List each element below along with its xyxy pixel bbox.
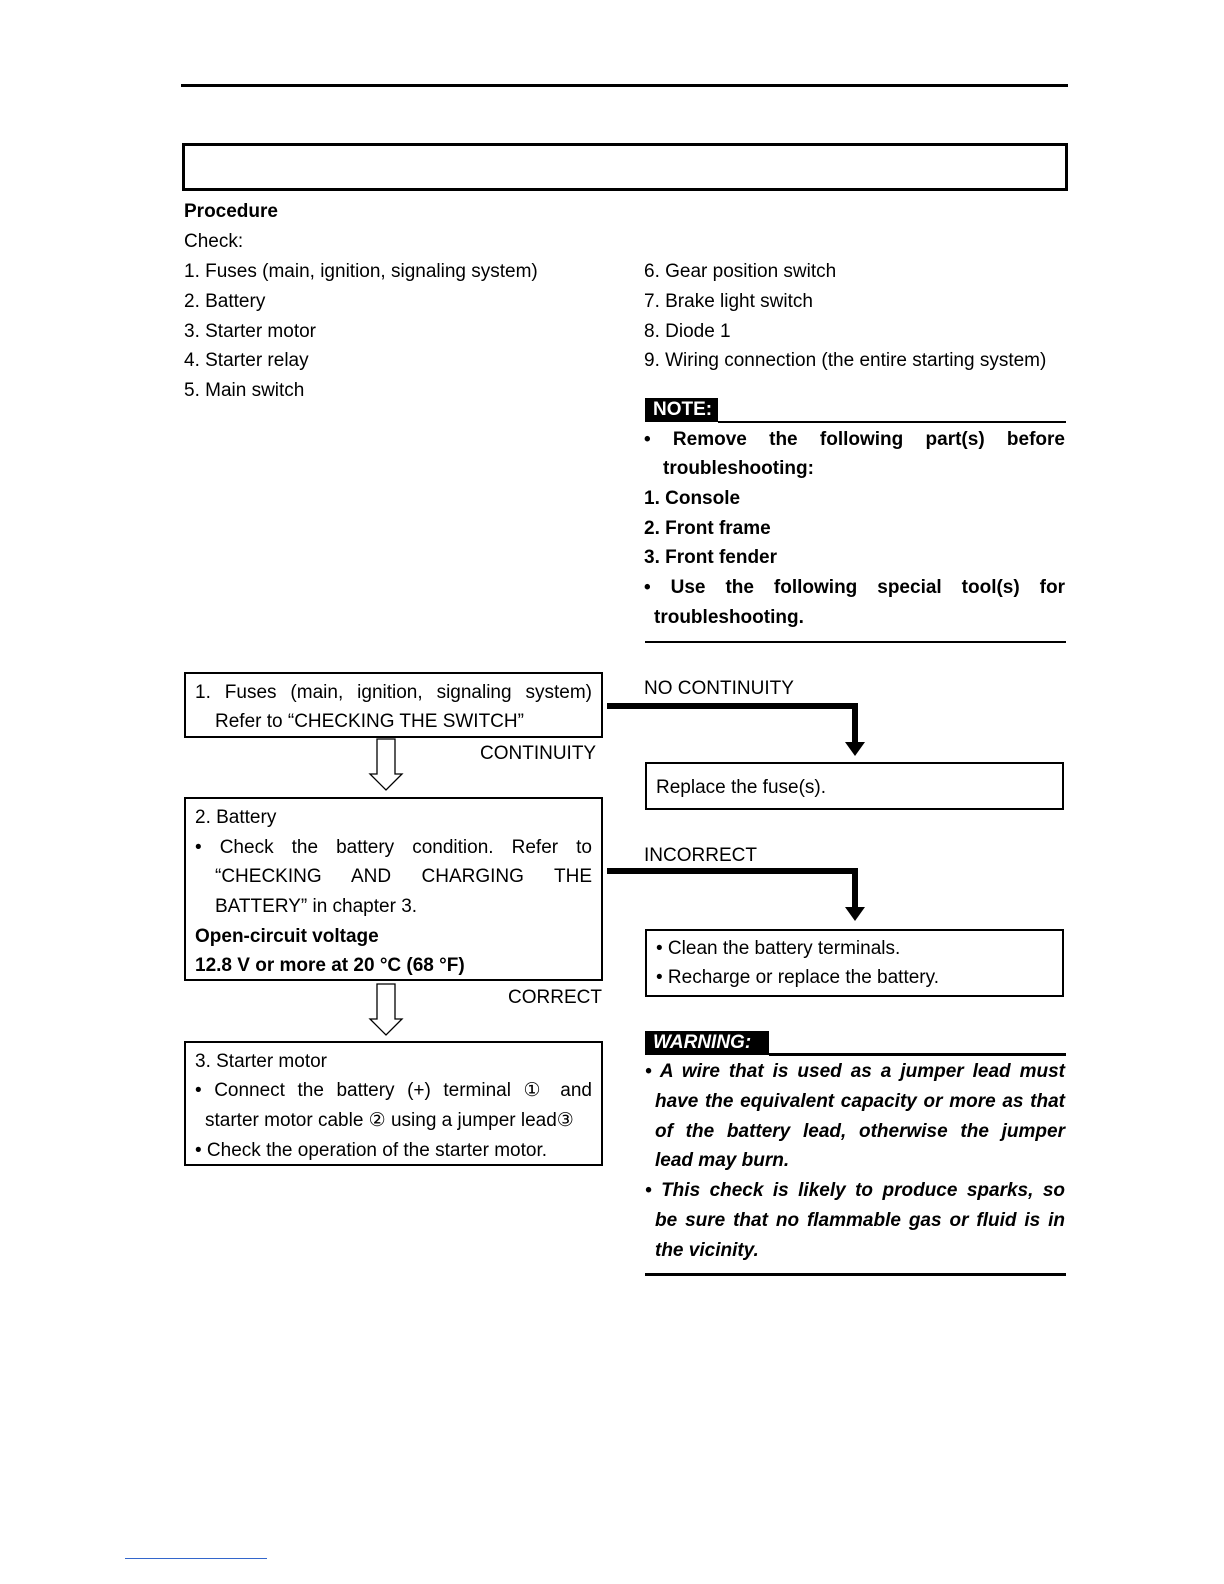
- note-bottom-rule: [645, 641, 1066, 643]
- step1-ok-arrow: [366, 738, 406, 794]
- step2-action-text: • Recharge or replace the battery.: [656, 967, 940, 988]
- check-item: 5. Main switch: [184, 380, 305, 401]
- warning-colon: :: [744, 1032, 752, 1053]
- step2-spec-value: 12.8 V or more at 20 °C (68 °F): [195, 955, 465, 976]
- note-line: • Remove the following part(s) before: [644, 429, 1065, 450]
- note-line: • Use the following special tool(s) for: [644, 577, 1065, 598]
- note-colon: :: [705, 399, 713, 420]
- check-item: 4. Starter relay: [184, 350, 309, 371]
- warning-bottom-rule: [645, 1273, 1066, 1276]
- note-badge: [645, 398, 718, 422]
- step1-ng-arrow: [600, 698, 870, 762]
- step1-ng-label: NO CONTINUITY: [644, 678, 794, 699]
- step3-line: • Check the operation of the starter motor.: [195, 1140, 548, 1161]
- step1-line: 1. Fuses (main, ignition, signaling system): [195, 682, 592, 703]
- step1-action-text: Replace the fuse(s).: [656, 777, 827, 798]
- footer-rule: [125, 1558, 267, 1559]
- step2-action-text: • Clean the battery terminals.: [656, 938, 901, 959]
- warning-line: of the battery lead, otherwise the jumper: [655, 1121, 1065, 1142]
- step2-line: “CHECKING AND CHARGING THE: [215, 866, 592, 887]
- warning-line: • This check is likely to produce sparks, so: [645, 1180, 1065, 1201]
- note-line: troubleshooting:: [663, 458, 814, 479]
- check-item: 7. Brake light switch: [644, 291, 813, 312]
- step3-line: • Connect the battery (+) terminal ① and: [195, 1080, 592, 1101]
- note-top-rule: [718, 421, 1066, 423]
- step2-line: • Check the battery condition. Refer to: [195, 837, 592, 858]
- step2-spec-label: Open-circuit voltage: [195, 926, 379, 947]
- check-item: 6. Gear position switch: [644, 261, 837, 282]
- warning-label: WARNING: [653, 1032, 745, 1053]
- note-line: 1. Console: [644, 488, 741, 509]
- section-title-box: [182, 143, 1068, 191]
- check-item: 9. Wiring connection (the entire starting system): [644, 350, 1047, 371]
- step1-box: [184, 672, 603, 738]
- step2-ng-arrow: [600, 863, 870, 927]
- step1-line: Refer to “CHECKING THE SWITCH”: [215, 711, 524, 732]
- check-item: 2. Battery: [184, 291, 266, 312]
- step2-ok-arrow: [366, 983, 406, 1039]
- warning-line: • A wire that is used as a jumper lead must: [645, 1061, 1065, 1082]
- step2-ng-label: INCORRECT: [644, 845, 757, 866]
- check-item: 8. Diode 1: [644, 321, 731, 342]
- step2-ok-label: CORRECT: [508, 987, 602, 1008]
- step3-line: starter motor cable ② using a jumper lead③: [205, 1110, 574, 1131]
- step1-action-box: [645, 762, 1064, 810]
- note-label: NOTE: [653, 399, 706, 420]
- warning-line: be sure that no flammable gas or fluid is in: [655, 1210, 1065, 1231]
- step2-action-box: [645, 929, 1064, 997]
- check-item: 1. Fuses (main, ignition, signaling system): [184, 261, 538, 282]
- warning-badge: [645, 1031, 769, 1055]
- warning-top-rule: [769, 1053, 1066, 1056]
- step2-line: BATTERY” in chapter 3.: [215, 896, 418, 917]
- note-line: troubleshooting.: [654, 607, 804, 628]
- check-label: Check:: [184, 231, 244, 252]
- step2-box: [184, 797, 603, 981]
- step2-line: 2. Battery: [195, 807, 277, 828]
- procedure-heading: Procedure: [184, 201, 278, 222]
- step1-ok-label: CONTINUITY: [480, 743, 597, 764]
- warning-line: the vicinity.: [655, 1240, 759, 1261]
- warning-line: have the equivalent capacity or more as that: [655, 1091, 1065, 1112]
- check-item: 3. Starter motor: [184, 321, 316, 342]
- warning-line: lead may burn.: [655, 1150, 790, 1171]
- step3-box: [184, 1041, 603, 1166]
- header-rule: [181, 84, 1068, 87]
- note-line: 3. Front fender: [644, 547, 778, 568]
- step3-line: 3. Starter motor: [195, 1051, 327, 1072]
- note-line: 2. Front frame: [644, 518, 771, 539]
